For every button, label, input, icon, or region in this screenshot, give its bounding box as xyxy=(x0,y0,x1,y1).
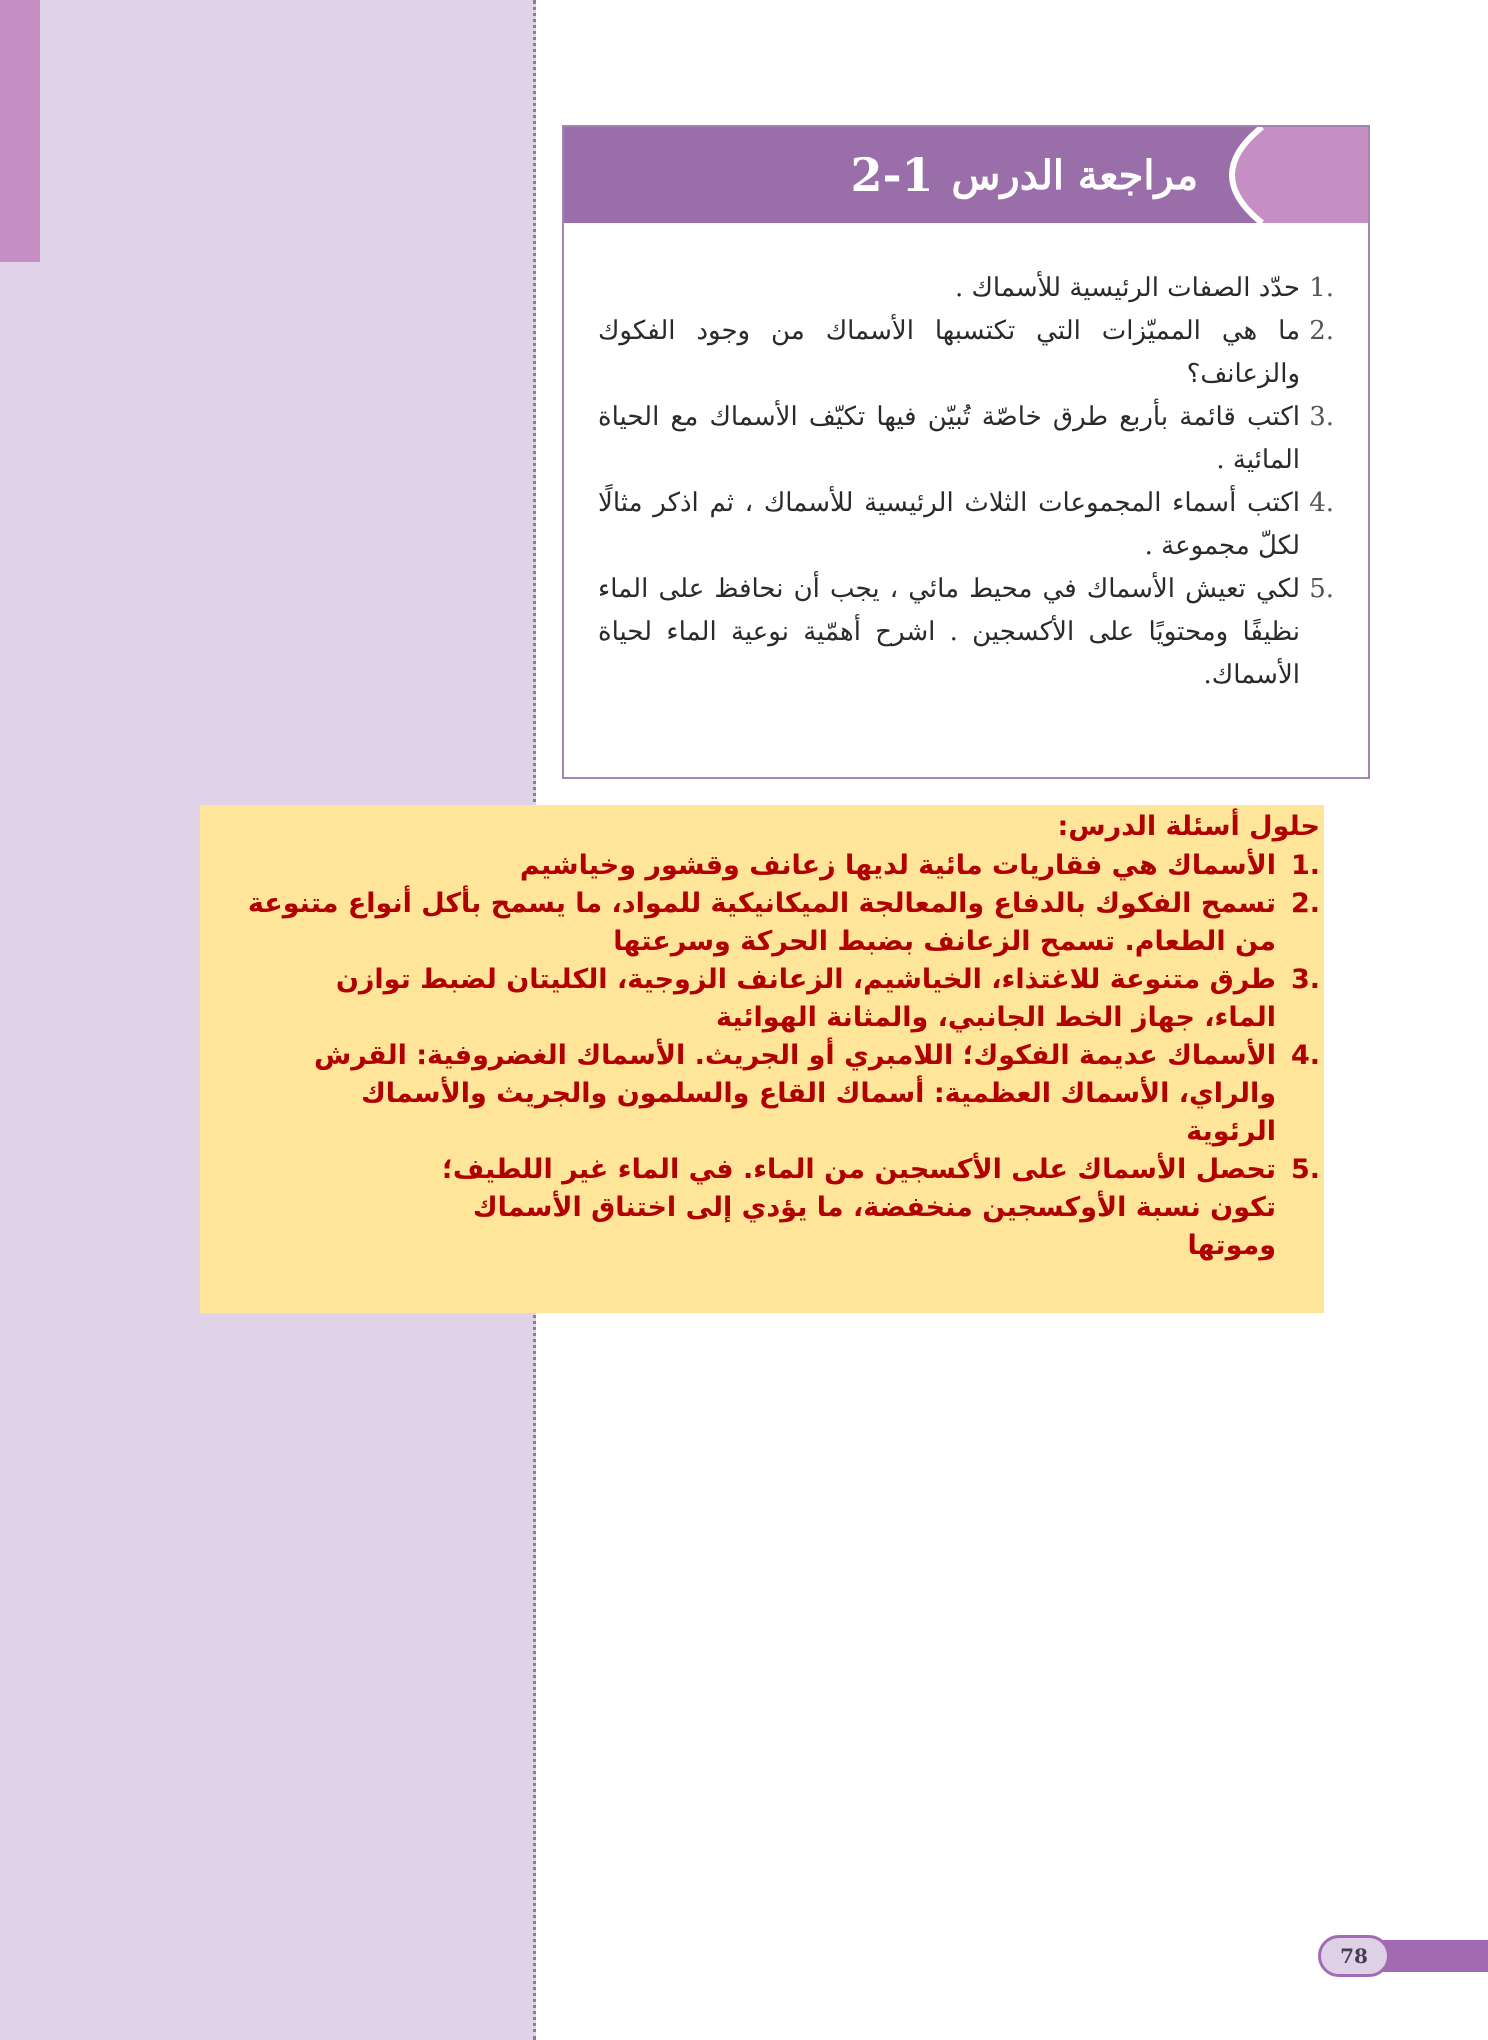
question-text: ما هي المميّزات التي تكتسبها الأسماك من وجود الفكوك والزعانف؟ xyxy=(598,316,1300,389)
answer-number: 3. xyxy=(1290,964,1320,995)
answer-text: تحصل الأسماك على الأكسجين من الماء. في الماء غير اللطيف؛ تكون نسبة الأوكسجين منخفضة، ما يؤدي إلى اختناق الأسماك وموتها xyxy=(442,1154,1276,1261)
lesson-review-box xyxy=(562,125,1370,779)
question-item xyxy=(598,396,1334,482)
header-curve-decoration xyxy=(1200,127,1368,223)
answer-number: 4. xyxy=(1290,1040,1320,1071)
review-title-text: مراجعة الدرس xyxy=(951,151,1198,199)
question-text: اكتب قائمة بأربع طرق خاصّة تُبيّن فيها تكيّف الأسماك مع الحياة المائية . xyxy=(598,402,1300,475)
question-number: 3. xyxy=(1309,402,1334,432)
answer-number: 2. xyxy=(1290,888,1320,919)
answer-text: تسمح الفكوك بالدفاع والمعالجة الميكانيكية للمواد، ما يسمح بأكل أنواع متنوعة من الطعام. تسمح الزعانف بضبط الحركة وسرعتها xyxy=(247,888,1276,957)
question-item xyxy=(598,482,1334,568)
question-item xyxy=(598,568,1334,697)
question-number: 2. xyxy=(1309,316,1334,346)
question-number: 4. xyxy=(1309,488,1334,518)
question-item xyxy=(598,267,1334,310)
question-text: لكي تعيش الأسماك في محيط مائي ، يجب أن نحافظ على الماء نظيفًا ومحتويًا على الأكسجين . اشرح أهمّية نوعية الماء لحياة الأسماك. xyxy=(598,574,1300,690)
question-number: 5. xyxy=(1309,574,1334,604)
lesson-review-title xyxy=(850,141,1198,209)
question-text: اكتب أسماء المجموعات الثلاث الرئيسية للأسماك ، ثم اذكر مثالًا لكلّ مجموعة . xyxy=(598,488,1300,561)
question-number: 1. xyxy=(1309,273,1334,303)
answer-item xyxy=(230,885,1320,961)
answers-box xyxy=(200,805,1324,1313)
answer-text: الأسماك عديمة الفكوك؛ اللامبري أو الجريث. الأسماك الغضروفية: القرش والراي، الأسماك العظمية: أسماك القاع والسلمون والجريث والأسماك الرئوية xyxy=(313,1040,1276,1147)
question-item xyxy=(598,310,1334,396)
answer-text: الأسماك هي فقاريات مائية لديها زعانف وقشور وخياشيم xyxy=(519,850,1276,881)
answer-item xyxy=(230,1151,1320,1265)
answer-item xyxy=(230,1037,1320,1151)
answers-list xyxy=(230,847,1320,1265)
page-number: 78 xyxy=(1318,1935,1390,1977)
answer-text: طرق متنوعة للاغتذاء، الخياشيم، الزعانف الزوجية، الكليتان لضبط توازن الماء، جهاز الخط الجانبي، والمثانة الهوائية xyxy=(335,964,1276,1033)
corner-tab xyxy=(0,0,40,262)
review-questions-list xyxy=(598,267,1334,697)
answer-number: 1. xyxy=(1290,850,1320,881)
question-text: حدّد الصفات الرئيسية للأسماك . xyxy=(954,273,1300,303)
answer-item xyxy=(230,961,1320,1037)
answers-title: حلول أسئلة الدرس: xyxy=(1057,811,1320,842)
lesson-review-header xyxy=(564,127,1368,223)
page-number-bar xyxy=(1380,1940,1488,1972)
answer-item xyxy=(230,847,1320,885)
answer-number: 5. xyxy=(1290,1154,1320,1185)
review-title-number: 2-1 xyxy=(850,148,934,202)
